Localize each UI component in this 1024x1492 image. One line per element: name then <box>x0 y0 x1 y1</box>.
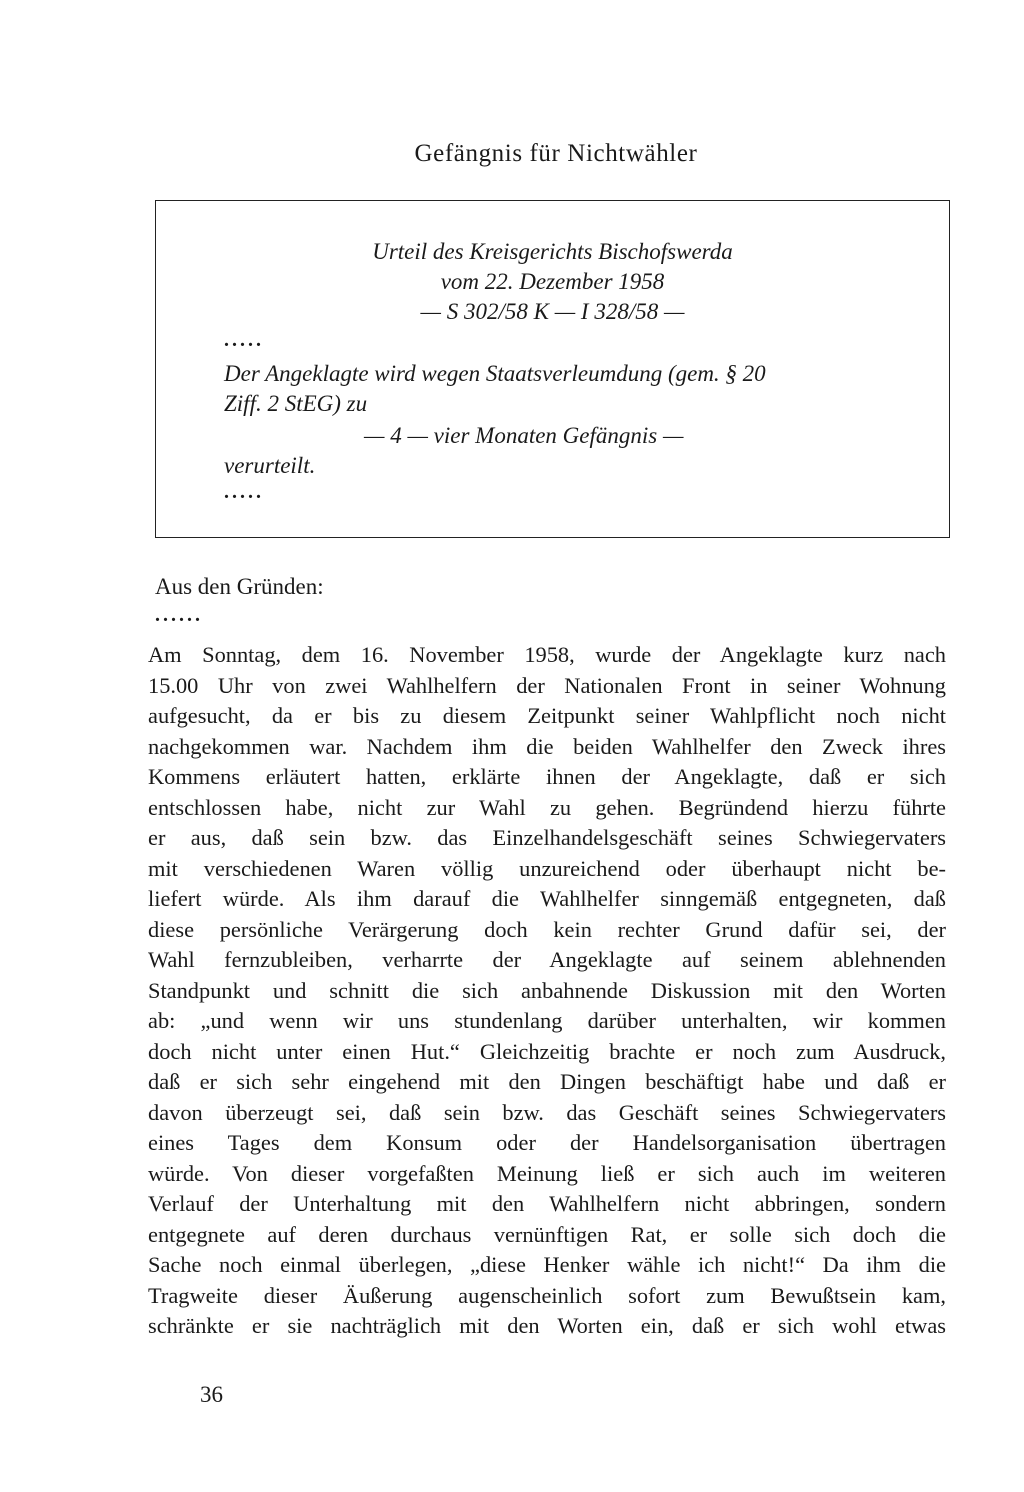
court-line: Urteil des Kreisgerichts Bischofswerda <box>372 239 733 264</box>
date-line: vom 22. Dezember 1958 <box>440 269 665 294</box>
paragraph-line: Wahl fernzubleiben, verharrte der Angeklagte auf seinem ablehnenden <box>148 947 946 972</box>
ellipsis-top: ..... <box>224 329 264 351</box>
penalty-line: — 4 — vier Monaten Gefängnis — <box>364 423 684 448</box>
page-title: Gefängnis für Nichtwähler <box>414 140 698 167</box>
paragraph-line: ab: „und wenn wir uns stundenlang darüber unterhalten, wir kommen <box>148 1008 946 1033</box>
page-number: 36 <box>200 1382 223 1407</box>
judgment-box <box>155 200 950 538</box>
reference-line: — S 302/58 K — I 328/58 — <box>420 299 685 324</box>
paragraph-line: aufgesucht, da er bis zu diesem Zeitpunkt seiner Wahlpflicht noch nicht <box>148 703 946 728</box>
paragraph-line: diese persönliche Verärgerung doch kein rechter Grund dafür sei, der <box>148 916 946 942</box>
sentence-line-2: Ziff. 2 StEG) zu <box>224 391 368 416</box>
paragraph-line: entschlossen habe, nicht zur Wahl zu gehen. Begründend hierzu führte <box>148 794 946 820</box>
paragraph-line: schränkte er sie nachträglich mit den Worten ein, daß er sich wohl etwas <box>148 1313 946 1338</box>
paragraph-line: er aus, daß sein bzw. das Einzelhandelsgeschäft seines Schwiegervaters <box>148 825 946 850</box>
paragraph-line: doch nicht unter einen Hut.“ Gleichzeitig brachte er noch zum Ausdruck, <box>148 1038 946 1064</box>
reasons-paragraph <box>148 640 946 1342</box>
reasons-ellipsis: ...... <box>155 604 203 626</box>
paragraph-line: Standpunkt und schnitt die sich anbahnende Diskussion mit den Worten <box>148 977 946 1003</box>
paragraph-line: Sache noch einmal überlegen, „diese Henker wähle ich nicht!“ Da ihm die <box>148 1252 946 1277</box>
paragraph-line: mit verschiedenen Waren völlig unzureichend oder überhaupt nicht be- <box>148 855 946 881</box>
paragraph-line: würde. Von dieser vorgefaßten Meinung ließ er sich auch im weiteren <box>148 1160 946 1186</box>
paragraph-line: Verlauf der Unterhaltung mit den Wahlhelfern nicht abbringen, sondern <box>148 1191 946 1216</box>
paragraph-line: 15.00 Uhr von zwei Wahlhelfern der Nationalen Front in seiner Wohnung <box>148 672 946 698</box>
reasons-heading: Aus den Gründen: <box>155 574 324 599</box>
paragraph-line: Kommens erläutert hatten, erklärte ihnen der Angeklagte, daß er sich <box>148 764 946 789</box>
paragraph-line: entgegnete auf deren durchaus vernünftigen Rat, er solle sich doch die <box>148 1221 946 1247</box>
paragraph-line: daß er sich sehr eingehend mit den Dingen beschäftigt habe und daß er <box>148 1069 946 1094</box>
paragraph-line: eines Tages dem Konsum oder der Handelsorganisation übertragen <box>148 1130 946 1155</box>
paragraph-line: Am Sonntag, dem 16. November 1958, wurde der Angeklagte kurz nach <box>148 642 946 667</box>
paragraph-line: davon überzeugt sei, daß sein bzw. das Geschäft seines Schwiegervaters <box>148 1099 946 1125</box>
paragraph-line: liefert würde. Als ihm darauf die Wahlhelfer sinngemäß entgegneten, daß <box>148 886 946 911</box>
verdict-line: verurteilt. <box>224 453 316 478</box>
paragraph-line: Tragweite dieser Äußerung augenscheinlich sofort zum Bewußtsein kam, <box>148 1282 946 1308</box>
sentence-line-1: Der Angeklagte wird wegen Staatsverleumdung (gem. § 20 <box>224 361 766 386</box>
paragraph-line: nachgekommen war. Nachdem ihm die beiden Wahlhelfer den Zweck ihres <box>148 733 946 759</box>
ellipsis-bottom: ..... <box>224 481 264 503</box>
